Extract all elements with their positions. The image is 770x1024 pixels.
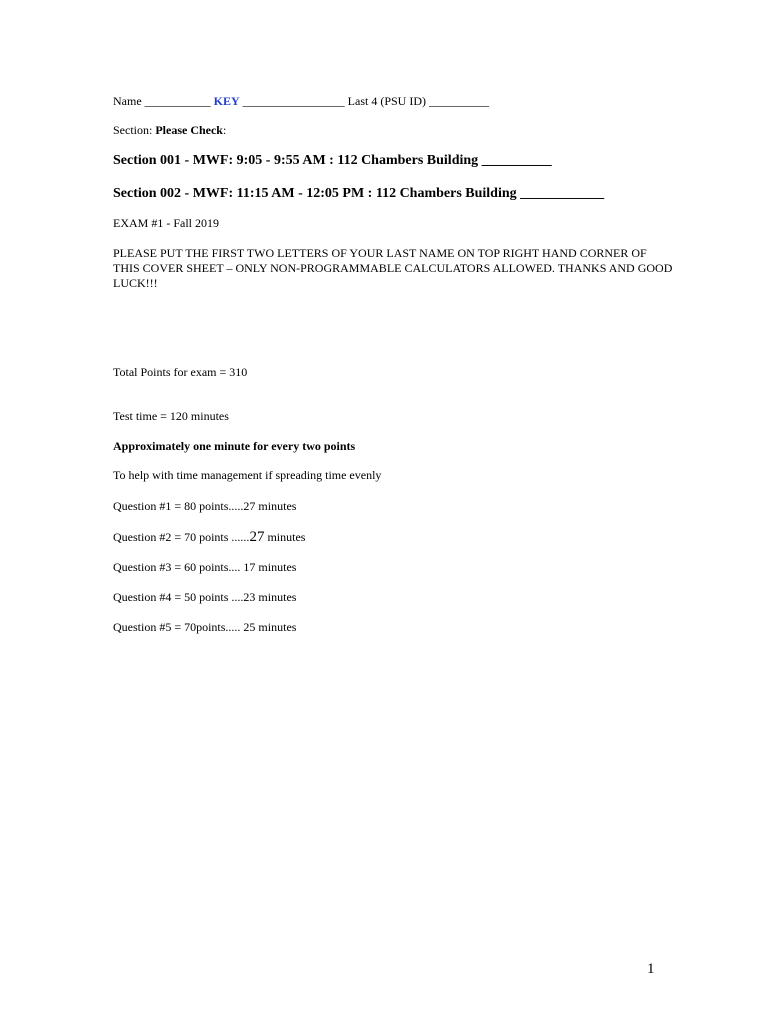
question-2-suffix: minutes	[264, 530, 306, 544]
instructions-paragraph: PLEASE PUT THE FIRST TWO LETTERS OF YOUR LAST NAME ON TOP RIGHT HAND CORNER OF THIS COVER SHEET – ONLY NON-PROGRAMMABLE CALCULATORS ALLOWED. THANKS AND GOOD LUCK!!!	[113, 246, 673, 290]
page-number: 1	[647, 961, 655, 977]
section-check-line	[113, 123, 226, 138]
question-5-line: Question #5 = 70points..... 25 minutes	[113, 620, 297, 634]
section-check-colon: :	[222, 123, 227, 137]
exam-title: EXAM #1 - Fall 2019	[113, 216, 219, 230]
section-002-line: Section 002 - MWF: 11:15 AM - 12:05 PM : 112 Chambers Building ____________	[113, 186, 605, 201]
section-check-label: Section:	[113, 123, 156, 137]
name-label: Name ___________	[113, 94, 214, 108]
question-4-line: Question #4 = 50 points ....23 minutes	[113, 590, 297, 604]
section-001-line: Section 001 - MWF: 9:05 - 9:55 AM : 112 Chambers Building __________	[113, 153, 552, 168]
question-1-line: Question #1 = 80 points.....27 minutes	[113, 499, 297, 513]
please-check-text: Please Check	[155, 123, 223, 137]
answer-key-label: KEY	[213, 94, 240, 108]
total-points-line: Total Points for exam = 310	[113, 365, 248, 379]
name-line	[113, 94, 489, 109]
test-time-line: Test time = 120 minutes	[113, 409, 229, 423]
question-2-minutes-number: 27	[249, 529, 265, 545]
approximately-line: Approximately one minute for every two points	[113, 439, 356, 453]
question-2-line	[113, 530, 305, 545]
psu-id-label: _________________ Last 4 (PSU ID) __________	[239, 94, 489, 108]
question-2-prefix: Question #2 = 70 points ......	[113, 530, 250, 544]
time-management-line: To help with time management if spreading time evenly	[113, 468, 382, 482]
question-3-line: Question #3 = 60 points.... 17 minutes	[113, 560, 297, 574]
